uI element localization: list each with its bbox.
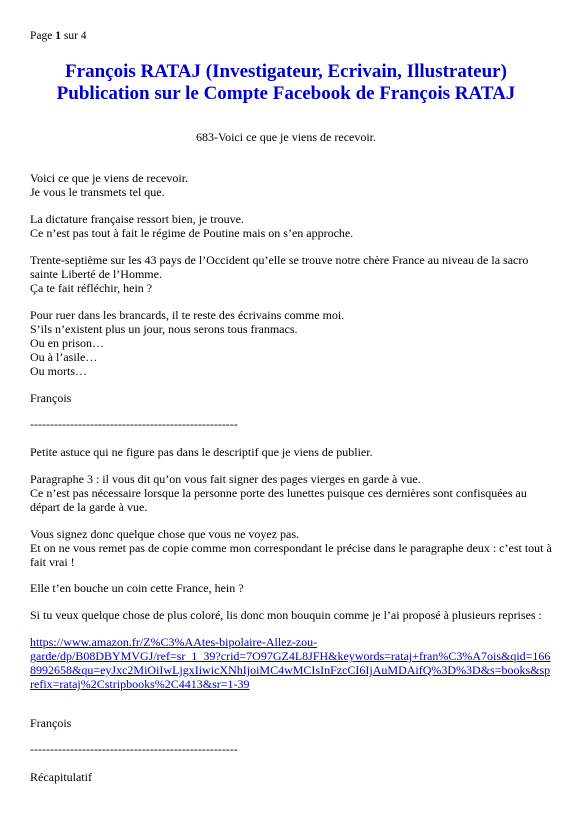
body-line: Ça te fait réfléchir, hein ?: [30, 281, 153, 295]
section-heading: Récapitulatif: [30, 770, 92, 784]
body-line: départ de la garde à vue.: [30, 500, 148, 514]
body-line: Ou morts…: [30, 364, 87, 378]
body-line: La dictature française ressort bien, je trouve.: [30, 212, 244, 226]
amazon-link-line[interactable]: 8992658&qu=eyJxc2MiOiIwLjgxIiwicXNhIjoiMC4wMCIsInFzcCI6IjAuMDAifQ%3D%3D&s=books&sp: [30, 663, 551, 677]
body-line: sainte Liberté de l’Homme.: [30, 267, 162, 281]
body-line: Je vous le transmets tel que.: [30, 185, 165, 199]
body-line: fait vrai !: [30, 555, 75, 569]
document-title-line-2: Publication sur le Compte Facebook de François RATAJ: [56, 83, 516, 104]
body-line: Trente-septième sur les 43 pays de l’Occident qu’elle se trouve notre chère France au niveau de la sacro: [30, 253, 529, 267]
body-line: Ou en prison…: [30, 336, 104, 350]
page-number: 1: [55, 30, 61, 42]
body-line: S’ils n’existent plus un jour, nous serons tous franmacs.: [30, 322, 298, 336]
page-prefix: Page: [30, 30, 53, 42]
body-line: Ce n’est pas nécessaire lorsque la personne porte des lunettes puisque ces dernières sont confisquées au: [30, 486, 527, 500]
amazon-link-line[interactable]: refix=rataj%2Cstripbooks%2C4413&sr=1-39: [30, 677, 250, 691]
post-title: 683-Voici ce que je viens de recevoir.: [195, 130, 377, 144]
signature: François: [30, 391, 72, 405]
body-line: Et on ne vous remet pas de copie comme mon correspondant le précise dans le paragraphe deux : c’est tout à: [30, 541, 552, 555]
body-line: Ce n’est pas tout à fait le régime de Poutine mais on s’en approche.: [30, 226, 354, 240]
body-line: Vous signez donc quelque chose que vous ne voyez pas.: [30, 527, 300, 541]
signature: François: [30, 716, 72, 730]
body-line: Si tu veux quelque chose de plus coloré, lis donc mon bouquin comme je l’ai proposé à plusieurs reprises :: [30, 608, 542, 622]
separator: ----------------------------------------------------: [30, 742, 238, 756]
amazon-link-line[interactable]: garde/dp/B08DBYMVGJ/ref=sr_1_39?crid=7O97GZ4L8JFH&keywords=rataj+fran%C3%A7ois&qid=166: [30, 649, 551, 663]
page-suffix: sur 4: [63, 30, 87, 42]
document-title-line-1: François RATAJ (Investigateur, Ecrivain, Illustrateur): [65, 61, 507, 82]
body-line: Petite astuce qui ne figure pas dans le descriptif que je viens de publier.: [30, 445, 373, 459]
separator: ----------------------------------------------------: [30, 417, 238, 431]
body-line: Paragraphe 3 : il vous dit qu’on vous fait signer des pages vierges en garde à vue.: [30, 472, 421, 486]
body-line: Elle t’en bouche un coin cette France, hein ?: [30, 581, 244, 595]
body-line: Pour ruer dans les brancards, il te reste des écrivains comme moi.: [30, 308, 345, 322]
page-indicator: [30, 30, 87, 42]
body-line: Ou à l’asile…: [30, 350, 98, 364]
amazon-link-line[interactable]: https://www.amazon.fr/Z%C3%AAtes-bipolaire-Allez-zou-: [30, 635, 318, 649]
body-line: Voici ce que je viens de recevoir.: [30, 171, 189, 185]
